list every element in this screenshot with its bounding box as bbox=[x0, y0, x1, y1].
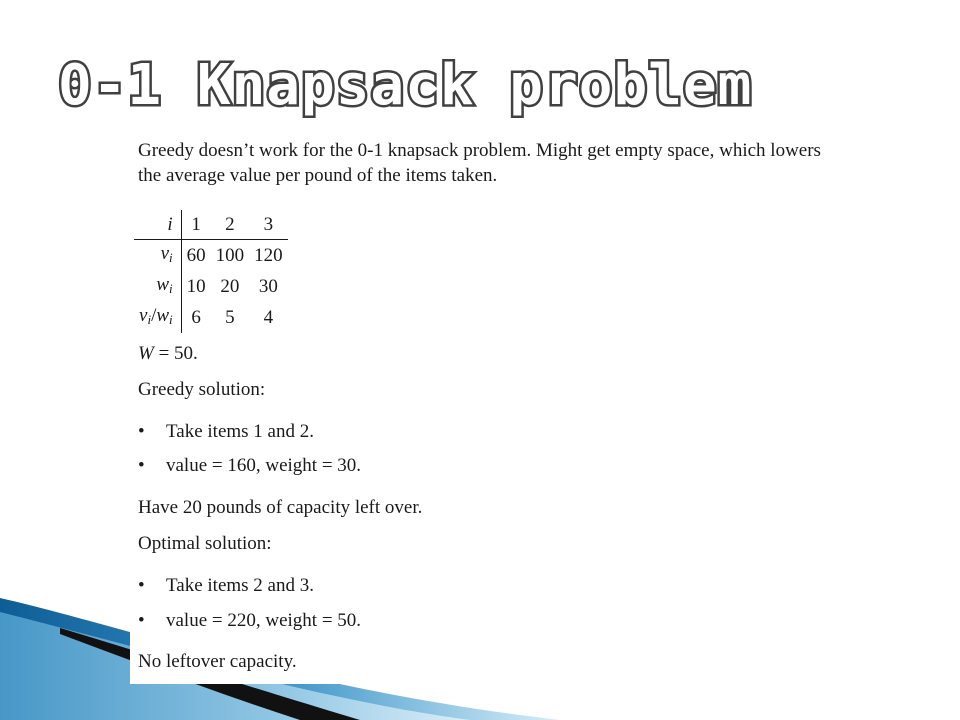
slide-content-image bbox=[130, 132, 830, 684]
row-header-w: $w_i$ bbox=[134, 271, 181, 302]
table-cell: 3 bbox=[249, 210, 288, 240]
table-row-values bbox=[134, 240, 288, 272]
table-cell: 20 bbox=[220, 276, 240, 297]
table-cell: 30 bbox=[258, 276, 278, 297]
table-cell: 6 bbox=[191, 307, 201, 328]
capacity-line: W = 50. bbox=[138, 343, 198, 364]
row-header-ratio: $v_i/w_i$ bbox=[134, 302, 181, 333]
table-cell: 120 bbox=[254, 245, 283, 266]
leftover-text: Have 20 pounds of capacity left over. bbox=[138, 497, 423, 518]
table-cell: 4 bbox=[263, 307, 274, 328]
table-cell: 10 bbox=[186, 276, 206, 297]
table-cell: 1 bbox=[181, 210, 211, 240]
conclusion-text: No leftover capacity. bbox=[138, 651, 297, 672]
slide-title: 0-1 Knapsack problem bbox=[58, 53, 753, 118]
optimal-bullet: • value = 220, weight = 50. bbox=[138, 610, 362, 631]
table-row-weights bbox=[134, 271, 288, 302]
greedy-bullet: • value = 160, weight = 30. bbox=[138, 455, 362, 476]
optimal-bullet: • Take items 2 and 3. bbox=[138, 575, 314, 596]
table-cell: 100 bbox=[215, 245, 245, 266]
optimal-heading: Optimal solution: bbox=[138, 533, 272, 554]
row-header-i: i bbox=[134, 210, 181, 240]
intro-text: Greedy doesn’t work for the 0-1 knapsack problem. Might get empty space, which lowers the average value per pound of the items taken. bbox=[138, 140, 821, 186]
items-table bbox=[134, 210, 288, 333]
greedy-bullet: • Take items 1 and 2. bbox=[138, 421, 314, 442]
table-cell: 5 bbox=[225, 307, 235, 328]
table-row-ratio bbox=[134, 302, 288, 333]
greedy-heading: Greedy solution: bbox=[138, 379, 266, 400]
table-cell: 2 bbox=[211, 210, 250, 240]
table-header-row bbox=[134, 210, 288, 240]
table-cell: 60 bbox=[186, 245, 206, 266]
row-header-v: $v_i$ bbox=[134, 240, 181, 272]
